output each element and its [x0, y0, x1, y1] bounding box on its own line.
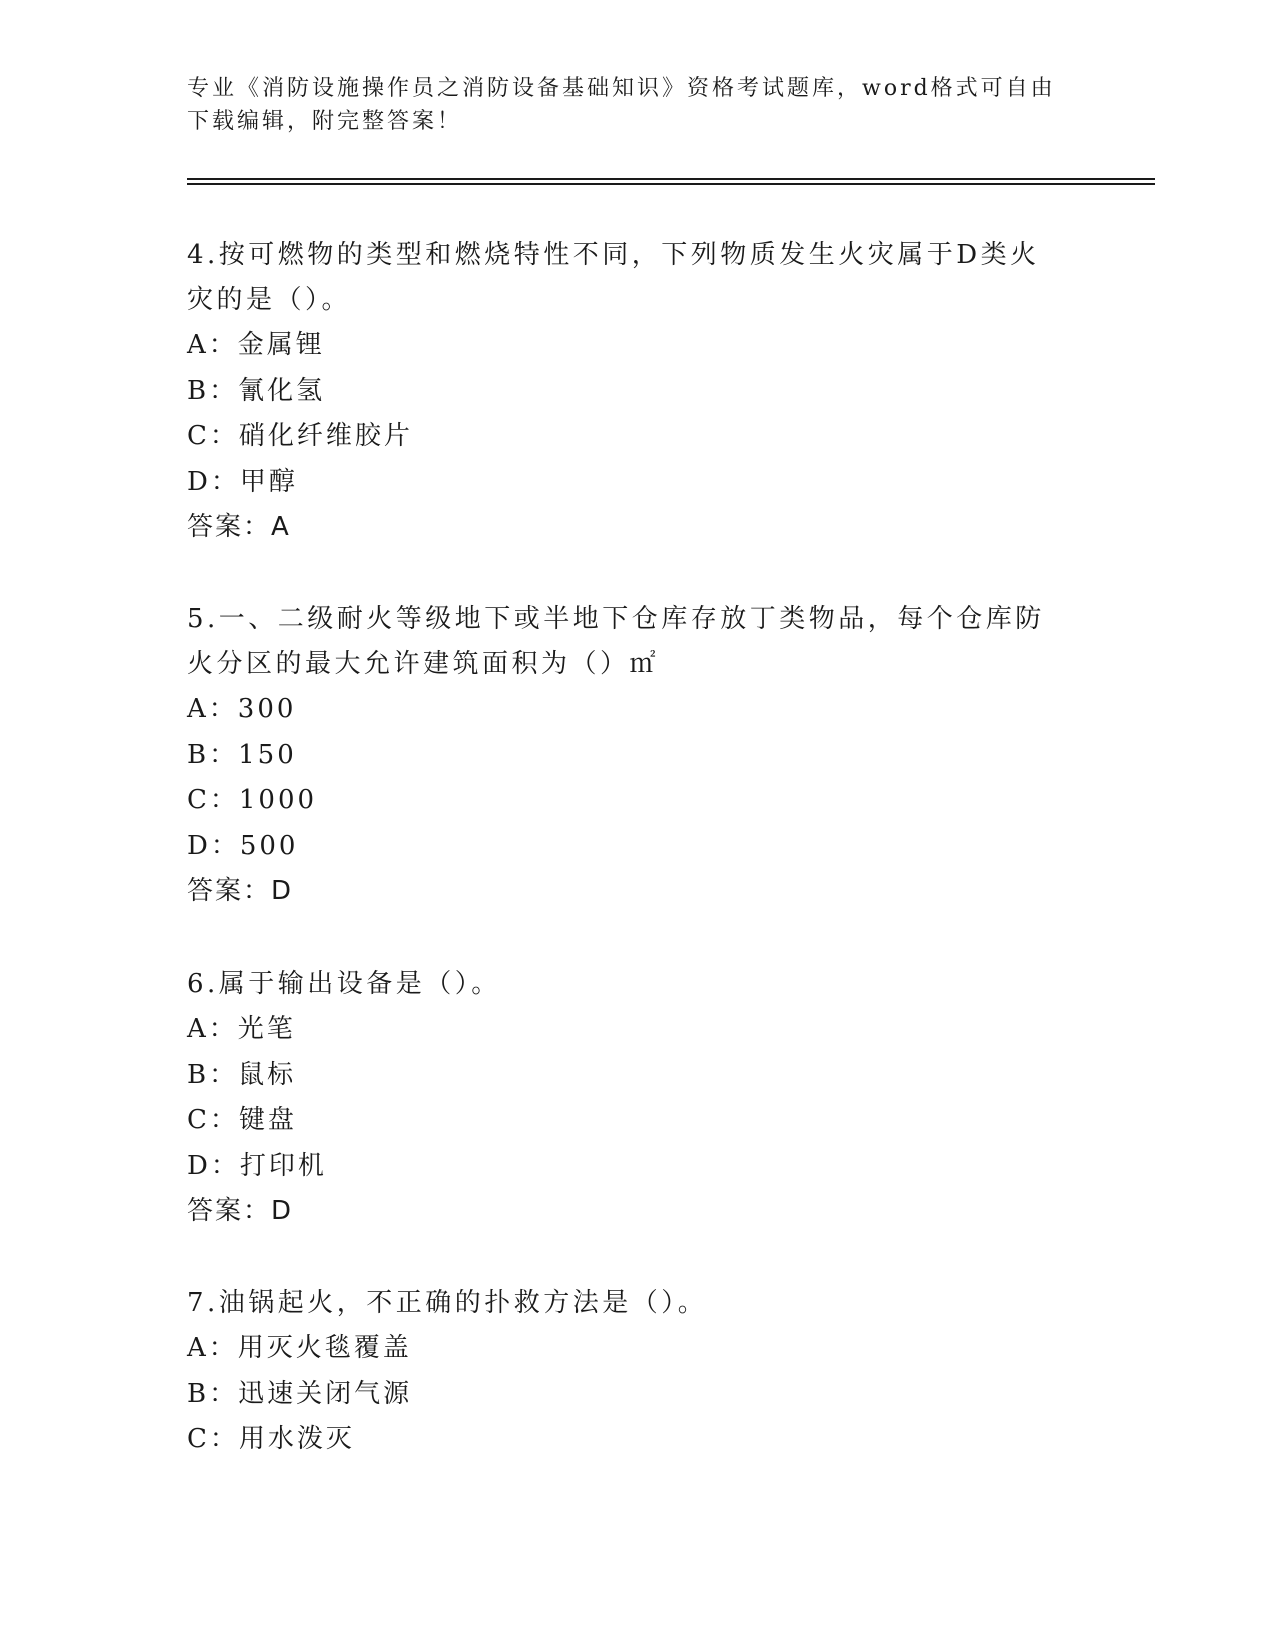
option-a: A：光笔: [187, 1014, 296, 1044]
option-c: C：1000: [187, 785, 318, 815]
option-a: A：用灭火毯覆盖: [187, 1333, 412, 1363]
header-divider-bottom: [187, 183, 1155, 185]
document-intro: 专业《消防设施操作员之消防设备基础知识》资格考试题库，word格式可自由下载编辑，附完整答案！: [187, 76, 1056, 134]
answer-line: 答案：D: [187, 1196, 294, 1226]
answer-line: 答案：D: [187, 876, 294, 906]
question-5: [187, 597, 1067, 914]
question-stem: 6.属于输出设备是（）。: [187, 969, 501, 999]
answer-line: 答案：A: [187, 512, 291, 542]
option-b: B：150: [187, 739, 297, 770]
option-b: B：氰化氢: [187, 375, 326, 406]
question-7: [187, 1281, 1067, 1463]
option-a: A：金属锂: [187, 330, 325, 360]
option-c: C：键盘: [187, 1105, 297, 1135]
question-4: [187, 233, 1067, 550]
option-d: D：甲醇: [187, 466, 298, 497]
question-stem: 5.一、二级耐火等级地下或半地下仓库存放丁类物品，每个仓库防火分区的最大允许建筑面积为（）㎡: [187, 604, 1045, 679]
option-c: C：用水泼灭: [187, 1424, 355, 1454]
option-b: B：鼠标: [187, 1059, 297, 1090]
option-d: D：打印机: [187, 1150, 327, 1181]
question-stem: 7.油锅起火，不正确的扑救方法是（）。: [187, 1288, 708, 1318]
option-c: C：硝化纤维胶片: [187, 421, 413, 451]
question-6: [187, 962, 1067, 1234]
option-b: B：迅速关闭气源: [187, 1378, 413, 1409]
option-a: A：300: [187, 694, 297, 724]
option-d: D：500: [187, 830, 299, 861]
header-divider-top: [187, 178, 1155, 180]
question-stem: 4.按可燃物的类型和燃烧特性不同，下列物质发生火灾属于D类火灾的是（）。: [187, 240, 1040, 315]
